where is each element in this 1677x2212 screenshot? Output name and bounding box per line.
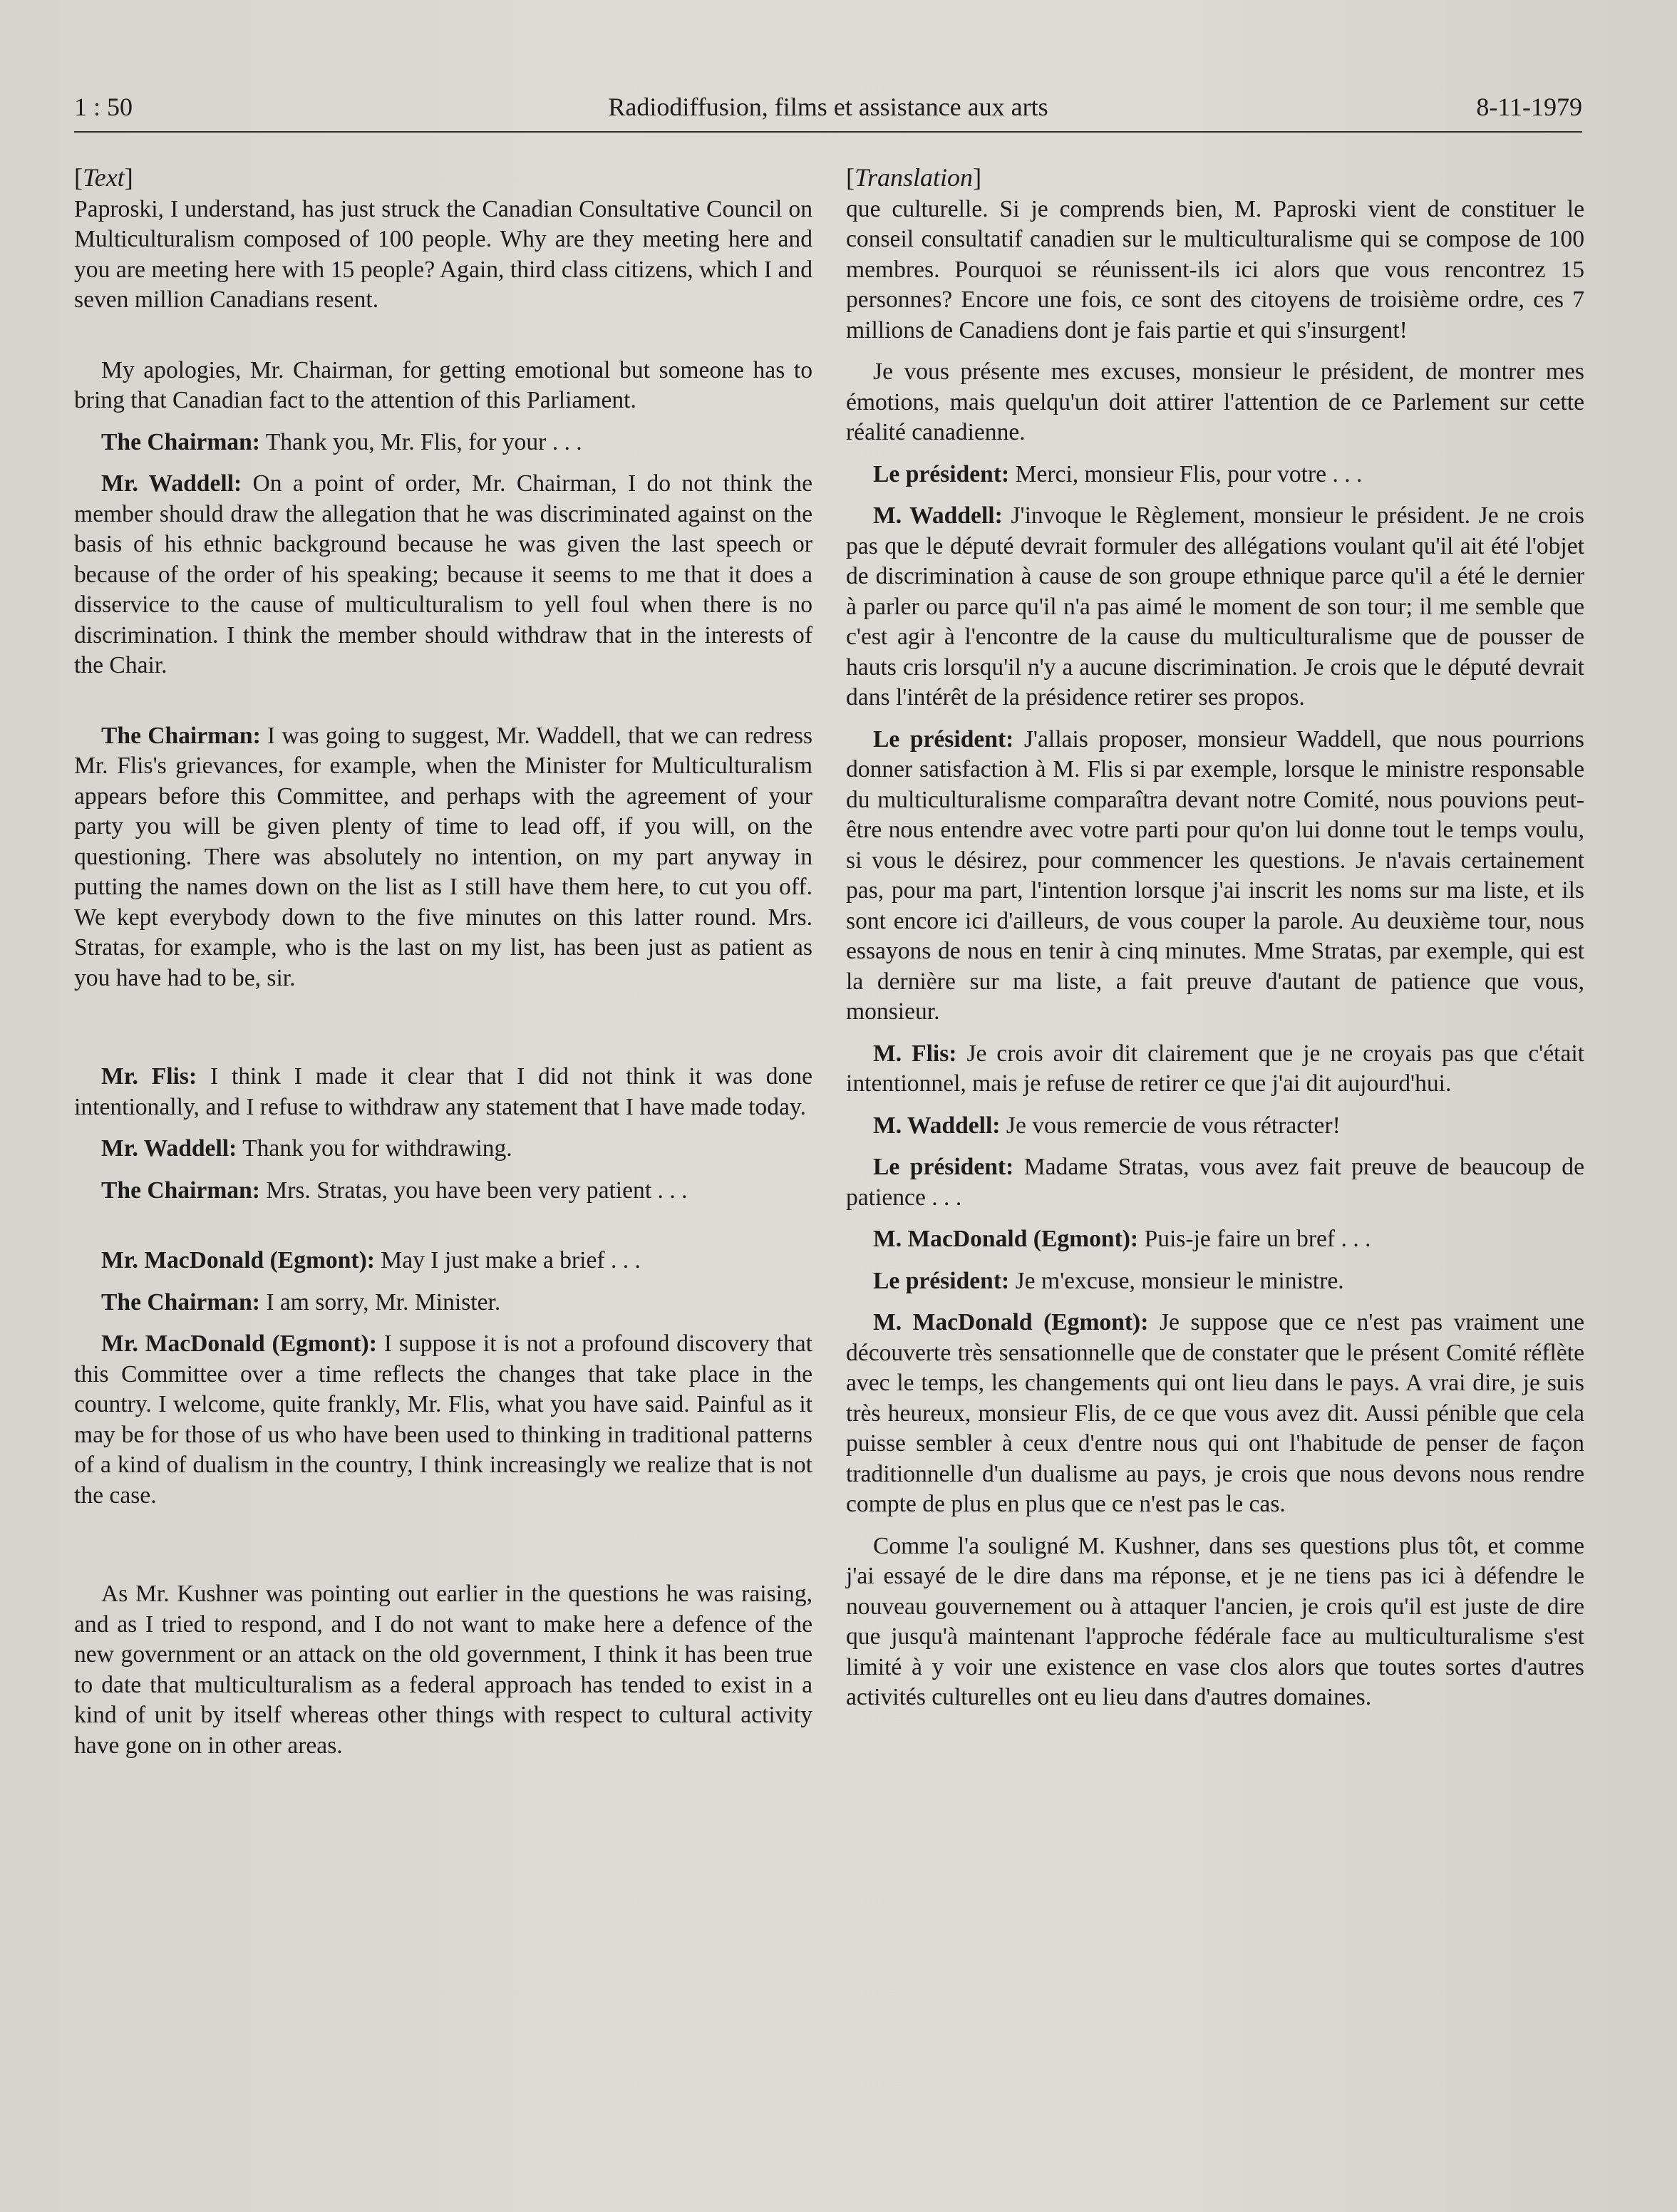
paragraph: The Chairman: Mrs. Stratas, you have been very patient . . .: [101, 1177, 688, 1204]
page-date: 8-11-1979: [1476, 93, 1582, 121]
paragraph: Mr. Waddell: Thank you for withdrawing.: [101, 1135, 512, 1162]
paragraph: que culturelle. Si je comprends bien, M. Paproski vient de constituer le conseil consultatif canadien sur le multiculturalisme qui se compose de 100 membres. Pourquoi se réunissent-ils ici alors que vous rencontrez 15 personnes? Encore une fois, ce sont des citoyens de troisième ordre, ces 7 millions de Canadiens dont je fais partie et qui s'insurgent!: [846, 195, 1584, 343]
paragraph: M. MacDonald (Egmont): Je suppose que ce n'est pas vraiment une découverte très sensationnelle que de constater que le présent Comité réflète avec le temps, les changements qui ont lieu dans le pays. A vrai dire, je suis très heureux, monsieur Flis, de ce que vous avez dit. Aussi pénible que cela puisse sembler à ceux d'entre nous qui ont l'habitude de penser de façon traditionnelle d'un dualisme au pays, je crois que nous devons nous rendre compte de plus en plus que ce n'est pas le cas.: [846, 1309, 1584, 1517]
paragraph: Le président: Madame Stratas, vous avez fait preuve de beaucoup de patience . . .: [846, 1154, 1584, 1211]
paragraph: My apologies, Mr. Chairman, for getting emotional but someone has to bring that Canadian fact to the attention of this Parliament.: [74, 356, 812, 413]
column-label-translation: [Translation]: [846, 163, 982, 192]
running-title: Radiodiffusion, films et assistance aux arts: [608, 93, 1048, 121]
page-number: 1 : 50: [74, 93, 133, 121]
paragraph: Comme l'a souligné M. Kushner, dans ses questions plus tôt, et comme j'ai essayé de le dire dans ma réponse, et je ne tiens pas ici à défendre le nouveau gouvernement ou à attaquer l'ancien, je crois qu'il est juste de dire que jusqu'à maintenant l'approche fédérale face au multiculturalisme s'est limité à y voir une existence en vase clos alors que toutes sortes d'autres activités culturelles ont eu lieu dans d'autres domaines.: [846, 1532, 1584, 1710]
paragraph: M. MacDonald (Egmont): Puis-je faire un bref . . .: [873, 1226, 1371, 1252]
paragraph: M. Waddell: J'invoque le Règlement, monsieur le président. Je ne crois pas que le député devrait formuler des allégations voulant qu'il ait été l'objet de discrimination à cause de son groupe ethnique parce qu'il a été le dernier à parler ou parce qu'il n'a pas aimé le moment de son tour; il me semble que c'est agir à l'encontre de la cause du multiculturalisme que de pousser de hauts cris lorsqu'il n'y a aucune discrimination. Je crois que le député devrait dans l'intérêt de la présidence retirer ses propos.: [846, 502, 1584, 710]
paragraph: Le président: Je m'excuse, monsieur le ministre.: [873, 1267, 1344, 1294]
column-label-text: [Text]: [74, 163, 133, 192]
paragraph: The Chairman: Thank you, Mr. Flis, for your . . .: [101, 428, 582, 455]
paragraph: The Chairman: I was going to suggest, Mr. Waddell, that we can redress Mr. Flis's grievances, for example, when the Minister for Multiculturalism appears before this Committee, and perhaps with the agreement of your party you will be given plenty of time to lead off, if you will, on the questioning. There was absolutely no intention, on my part anyway in putting the names down on the list as I still have them here, to cut you off. We kept everybody down to the five minutes on this latter round. Mrs. Stratas, for example, who is the last on my list, has been just as patient as you have had to be, sir.: [74, 722, 812, 991]
paragraph: Le président: J'allais proposer, monsieur Waddell, que nous pourrions donner satisfaction à M. Flis si par exemple, lorsque le ministre responsable du multiculturalisme comparaîtra devant notre Comité, nous pouvions peut-être nous entendre avec votre parti pour qu'on lui donne tout le temps voulu, si vous le désirez, pour commencer les questions. Je n'avais certainement pas, pour ma part, l'intention lorsque j'ai inscrit les noms sur ma liste, et ils sont encore ici d'ailleurs, de vous couper la parole. Au deuxième tour, nous essayons de nous en tenir à cinq minutes. Mme Stratas, par exemple, qui est la dernière sur ma liste, a fait preuve d'autant de patience que vous, monsieur.: [846, 725, 1584, 1025]
paragraph: Mr. MacDonald (Egmont): I suppose it is not a profound discovery that this Committee over a time reflects the changes that take place in the country. I welcome, quite frankly, Mr. Flis, what you have said. Painful as it may be for those of us who have been used to thinking in traditional patterns of a kind of dualism in the country, I think increasingly we realize that is not the case.: [74, 1330, 812, 1509]
paragraph: The Chairman: I am sorry, Mr. Minister.: [101, 1288, 501, 1316]
paragraph: Le président: Merci, monsieur Flis, pour votre . . .: [873, 460, 1363, 487]
paragraph: Mr. Flis: I think I made it clear that I did not think it was done intentionally, and I refuse to withdraw any statement that I have made today.: [74, 1063, 812, 1120]
paragraph: Mr. MacDonald (Egmont): May I just make a brief . . .: [101, 1247, 641, 1273]
page-header: [74, 87, 1582, 133]
paragraph: Mr. Waddell: On a point of order, Mr. Chairman, I do not think the member should draw the allegation that he was discriminated against on the basis of his ethnic background because he was given the last speech or because of the order of his speaking; because it seems to me that it does a disservice to the cause of multiculturalism to yell foul when there is no discrimination. I think the member should withdraw that in the interests of the Chair.: [74, 470, 812, 678]
paragraph: Paproski, I understand, has just struck the Canadian Consultative Council on Multiculturalism composed of 100 people. Why are they meeting here and you are meeting here with 15 people? Again, third class citizens, which I and seven million Canadians resent.: [74, 195, 812, 313]
paragraph: M. Waddell: Je vous remercie de vous rétracter!: [873, 1112, 1341, 1139]
english-column: [74, 162, 812, 1772]
paragraph: As Mr. Kushner was pointing out earlier in the questions he was raising, and as I tried to respond, and I do not want to make here a defence of the new government or an attack on the old government, I think it has been true to date that multiculturalism as a federal approach has tended to exist in a kind of unit by itself whereas other things with respect to cultural activity have gone on in other areas.: [74, 1581, 812, 1759]
french-column: [846, 162, 1584, 1725]
paragraph: M. Flis: Je crois avoir dit clairement que je ne croyais pas que c'était intentionnel, mais je refuse de retirer ce que j'ai dit aujourd'hui.: [846, 1040, 1585, 1097]
paragraph: Je vous présente mes excuses, monsieur le président, de montrer mes émotions, mais quelqu'un doit attirer l'attention de ce Parlement sur cette réalité canadienne.: [846, 358, 1584, 445]
